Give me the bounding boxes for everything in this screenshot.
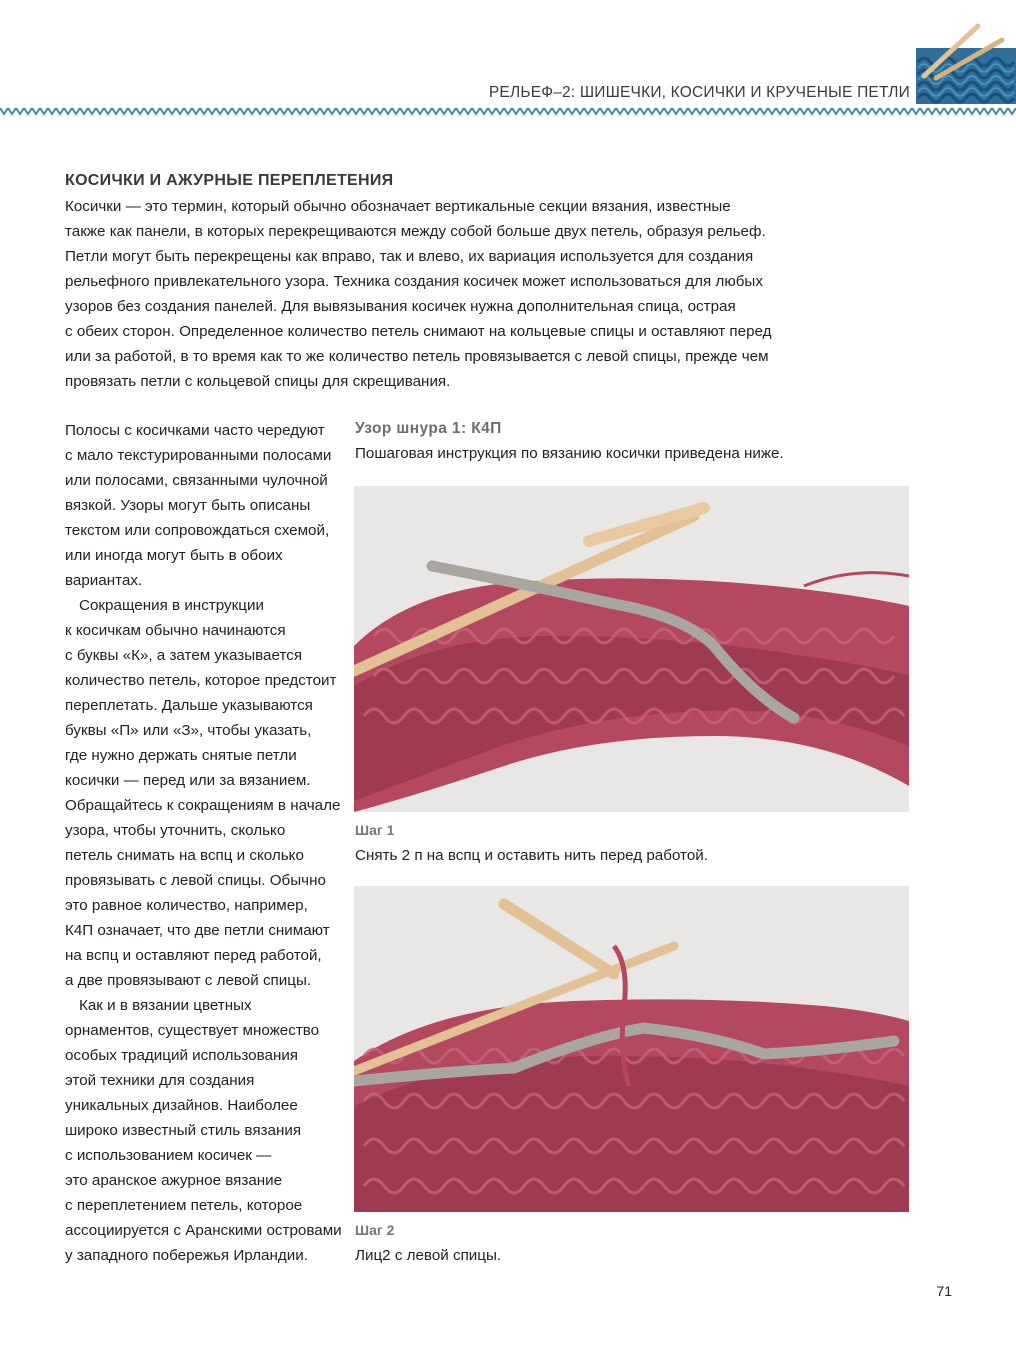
- body-line: у западного побережья Ирландии.: [65, 1247, 308, 1264]
- body-line: уникальных дизайнов. Наиболее: [65, 1097, 298, 1114]
- pattern-title: Узор шнура 1: К4П: [355, 420, 502, 437]
- section-title: КОСИЧКИ И АЖУРНЫЕ ПЕРЕПЛЕТЕНИЯ: [65, 172, 394, 189]
- body-line: это аранское ажурное вязание: [65, 1172, 283, 1189]
- body-line: косички — перед или за вязанием.: [65, 772, 311, 789]
- body-line: петель снимать на вспц и сколько: [65, 847, 304, 864]
- intro-paragraph: [65, 194, 772, 394]
- body-line: с переплетением петель, которое: [65, 1197, 303, 1214]
- intro-line: провязать петли с кольцевой спицы для скрещивания.: [65, 373, 451, 390]
- body-line: Как и в вязании цветных: [79, 997, 252, 1014]
- body-line: Полосы с косичками часто чередуют: [65, 422, 325, 439]
- corner-photo: [916, 18, 1016, 104]
- intro-line: с обеих сторон. Определенное количество петель снимают на кольцевые спицы и оставляют перед: [65, 323, 772, 340]
- left-column-text: [65, 418, 345, 1268]
- step-2-label: Шаг 2: [355, 1222, 395, 1238]
- body-line: Обращайтесь к сокращениям в начале: [65, 797, 341, 814]
- body-line: переплетать. Дальше указываются: [65, 697, 313, 714]
- body-line: провязывать с левой спицы. Обычно: [65, 872, 326, 889]
- header-rule: [0, 104, 1016, 118]
- body-line: к косичкам обычно начинаются: [65, 622, 286, 639]
- body-line: количество петель, которое предстоит: [65, 672, 337, 689]
- body-line: а две провязывают с левой спицы.: [65, 972, 312, 989]
- body-line: или иногда могут быть в обоих: [65, 547, 283, 564]
- body-line: с мало текстурированными полосами: [65, 447, 332, 464]
- running-header-title: РЕЛЬЕФ–2: ШИШЕЧКИ, КОСИЧКИ И КРУЧЕНЫЕ ПЕТЛИ: [488, 84, 910, 101]
- body-line: это равное количество, например,: [65, 897, 308, 914]
- intro-line: также как панели, в которых перекрещиваются между собой больше двух петель, образуя рельеф.: [65, 223, 766, 240]
- body-line: особых традиций использования: [65, 1047, 299, 1064]
- step-2-text: Лиц2 с левой спицы.: [355, 1247, 502, 1264]
- intro-line: узоров без создания панелей. Для вывязывания косичек нужна дополнительная спица, острая: [65, 298, 736, 315]
- body-line: текстом или сопровождаться схемой,: [65, 522, 330, 539]
- body-line: К4П означает, что две петли снимают: [65, 922, 330, 939]
- body-line: где нужно держать снятые петли: [65, 747, 297, 764]
- body-line: широко известный стиль вязания: [65, 1122, 302, 1139]
- body-line: ассоциируется с Аранскими островами: [65, 1222, 342, 1239]
- body-line: вязкой. Узоры могут быть описаны: [65, 497, 311, 514]
- intro-line: Петли могут быть перекрещены как вправо, так и влево, их вариация используется для создания: [65, 248, 754, 265]
- pattern-description: Пошаговая инструкция по вязанию косички приведена ниже.: [355, 445, 784, 462]
- step-2-photo: [354, 886, 909, 1212]
- intro-line: рельефного привлекательного узора. Техника создания косичек может использоваться для любых: [65, 273, 763, 290]
- body-line: Сокращения в инструкции: [79, 597, 264, 614]
- intro-line: или за работой, в то время как то же количество петель провязывается с левой спицы, прежде чем: [65, 348, 769, 365]
- body-line: узора, чтобы уточнить, сколько: [65, 822, 286, 839]
- body-line: вариантах.: [65, 572, 143, 589]
- step-1-photo: [354, 486, 909, 812]
- body-line: или полосами, связанными чулочной: [65, 472, 328, 489]
- body-line: на вспц и оставляют перед работой,: [65, 947, 322, 964]
- intro-line: Косички — это термин, который обычно обозначает вертикальные секции вязания, известные: [65, 198, 731, 215]
- body-line: буквы «П» или «З», чтобы указать,: [65, 722, 312, 739]
- body-line: с использованием косичек —: [65, 1147, 272, 1164]
- body-line: этой техники для создания: [65, 1072, 255, 1089]
- page-number: 71: [936, 1283, 952, 1299]
- body-line: с буквы «К», а затем указывается: [65, 647, 303, 664]
- step-1-label: Шаг 1: [355, 822, 395, 838]
- body-line: орнаментов, существует множество: [65, 1022, 320, 1039]
- step-1-text: Снять 2 п на вспц и оставить нить перед работой.: [355, 847, 708, 864]
